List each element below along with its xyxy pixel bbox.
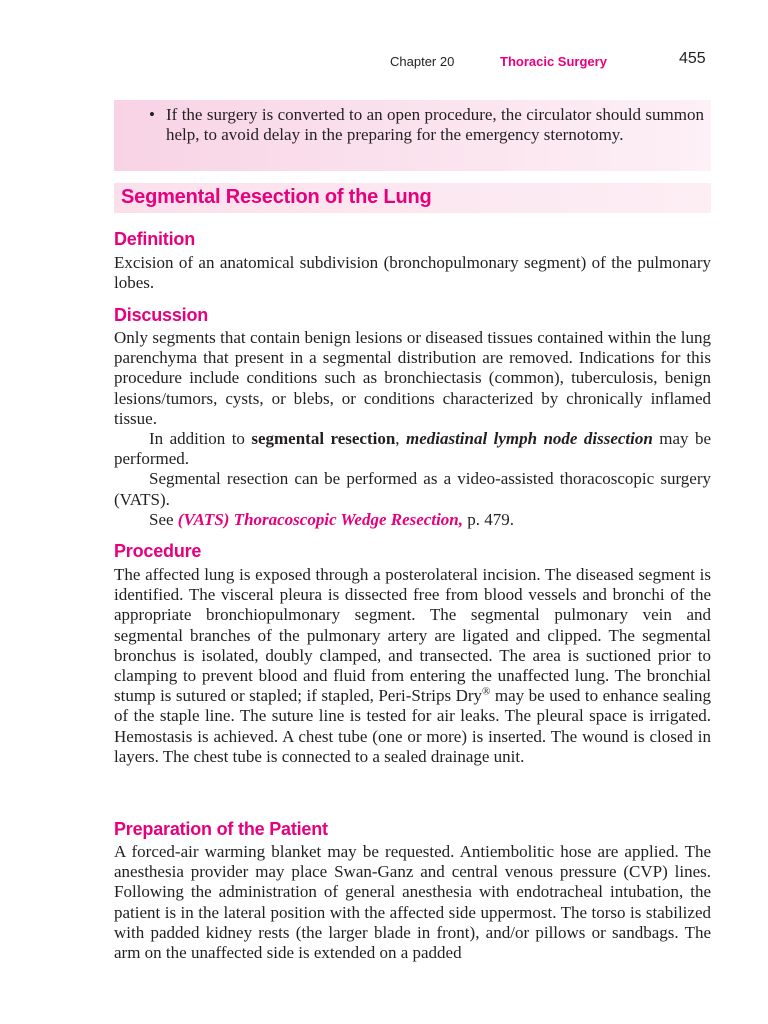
discussion-paragraph-2 (114, 429, 711, 469)
discussion-paragraph-4 (114, 510, 711, 530)
text-run: may be performed. (114, 429, 711, 469)
text-run: p. 479. (463, 509, 514, 529)
bold-italic-term: mediastinal lymph node dissection (405, 429, 653, 449)
preparation-text (114, 842, 711, 963)
page-number: 455 (679, 50, 706, 67)
running-header (0, 50, 768, 72)
discussion-text (114, 328, 711, 530)
discussion-paragraph-1: Only segments that contain benign lesions or diseased tissues contained within the lung parenchyma that present in a segmental distribution are removed. Indications for this procedure include conditions such as bronchiectasis (common), tuberculosis, benign lesions/tumors, cysts, or blebs, or conditions characterized by chronically inflamed tissue. (114, 328, 711, 428)
text-run: may be used to enhance sealing of the staple line. The suture line is tested for air leaks. The pleural space is irrigated. Hemostasis is achieved. A chest tube (one or more) is inserted. The wound is closed in layers. The chest tube is connected to a sealed drainage unit. (114, 686, 711, 766)
cross-reference-link[interactable]: (VATS) Thoracoscopic Wedge Resection, (177, 509, 463, 529)
bold-term: segmental resection (251, 429, 396, 449)
discussion-heading: Discussion (114, 305, 209, 325)
chapter-title: Thoracic Surgery (500, 54, 607, 69)
text-run: In addition to (149, 429, 252, 449)
registered-mark: ® (482, 685, 491, 698)
procedure-heading: Procedure (114, 541, 202, 561)
section-title: Segmental Resection of the Lung (121, 186, 432, 208)
definition-paragraph: Excision of an anatomical subdivision (bronchopulmonary segment) of the pulmonary lobes. (114, 253, 711, 293)
chapter-number: Chapter 20 (390, 54, 455, 69)
procedure-paragraph (114, 565, 711, 767)
text-run: The affected lung is exposed through a posterolateral incision. The diseased segment is identified. The visceral pleura is dissected free from blood vessels and bronchi of the appropriate bronchiopulmonary segment. The segmental pulmonary vein and segmental branches of the pulmonary artery are ligated and clipped. The segmental bronchus is isolated, doubly clamped, and transected. The area is suctioned prior to clamping to prevent blood and fluid from entering the unaffected lung. The bronchial stump is sutured or stapled; if stapled, Peri-Strips Dry (114, 565, 711, 706)
bullet: • (149, 105, 155, 124)
text-run: See (149, 509, 178, 529)
text-run: , (395, 429, 406, 449)
definition-heading: Definition (114, 229, 195, 249)
preparation-paragraph: A forced-air warming blanket may be requested. Antiembolitic hose are applied. The anesthesia provider may place Swan-Ganz and central venous pressure (CVP) lines. Following the administration of general anesthesia with endotracheal intubation, the patient is in the lateral position with the affected side uppermost. The torso is stabilized with padded kidney rests (the larger blade in front), and/or pillows or sandbags. The arm on the unaffected side is extended on a padded (114, 842, 711, 963)
preparation-heading: Preparation of the Patient (114, 819, 328, 839)
section-title-band (114, 183, 711, 213)
callout-text: If the surgery is converted to an open procedure, the circulator should summon help, to avoid delay in the preparing for the emergency sternotomy. (166, 105, 704, 144)
discussion-paragraph-3: Segmental resection can be performed as a video-assisted thoracoscopic surgery (VATS). (114, 469, 711, 509)
procedure-text (114, 565, 711, 767)
callout-box (114, 100, 711, 171)
definition-text (114, 253, 711, 293)
